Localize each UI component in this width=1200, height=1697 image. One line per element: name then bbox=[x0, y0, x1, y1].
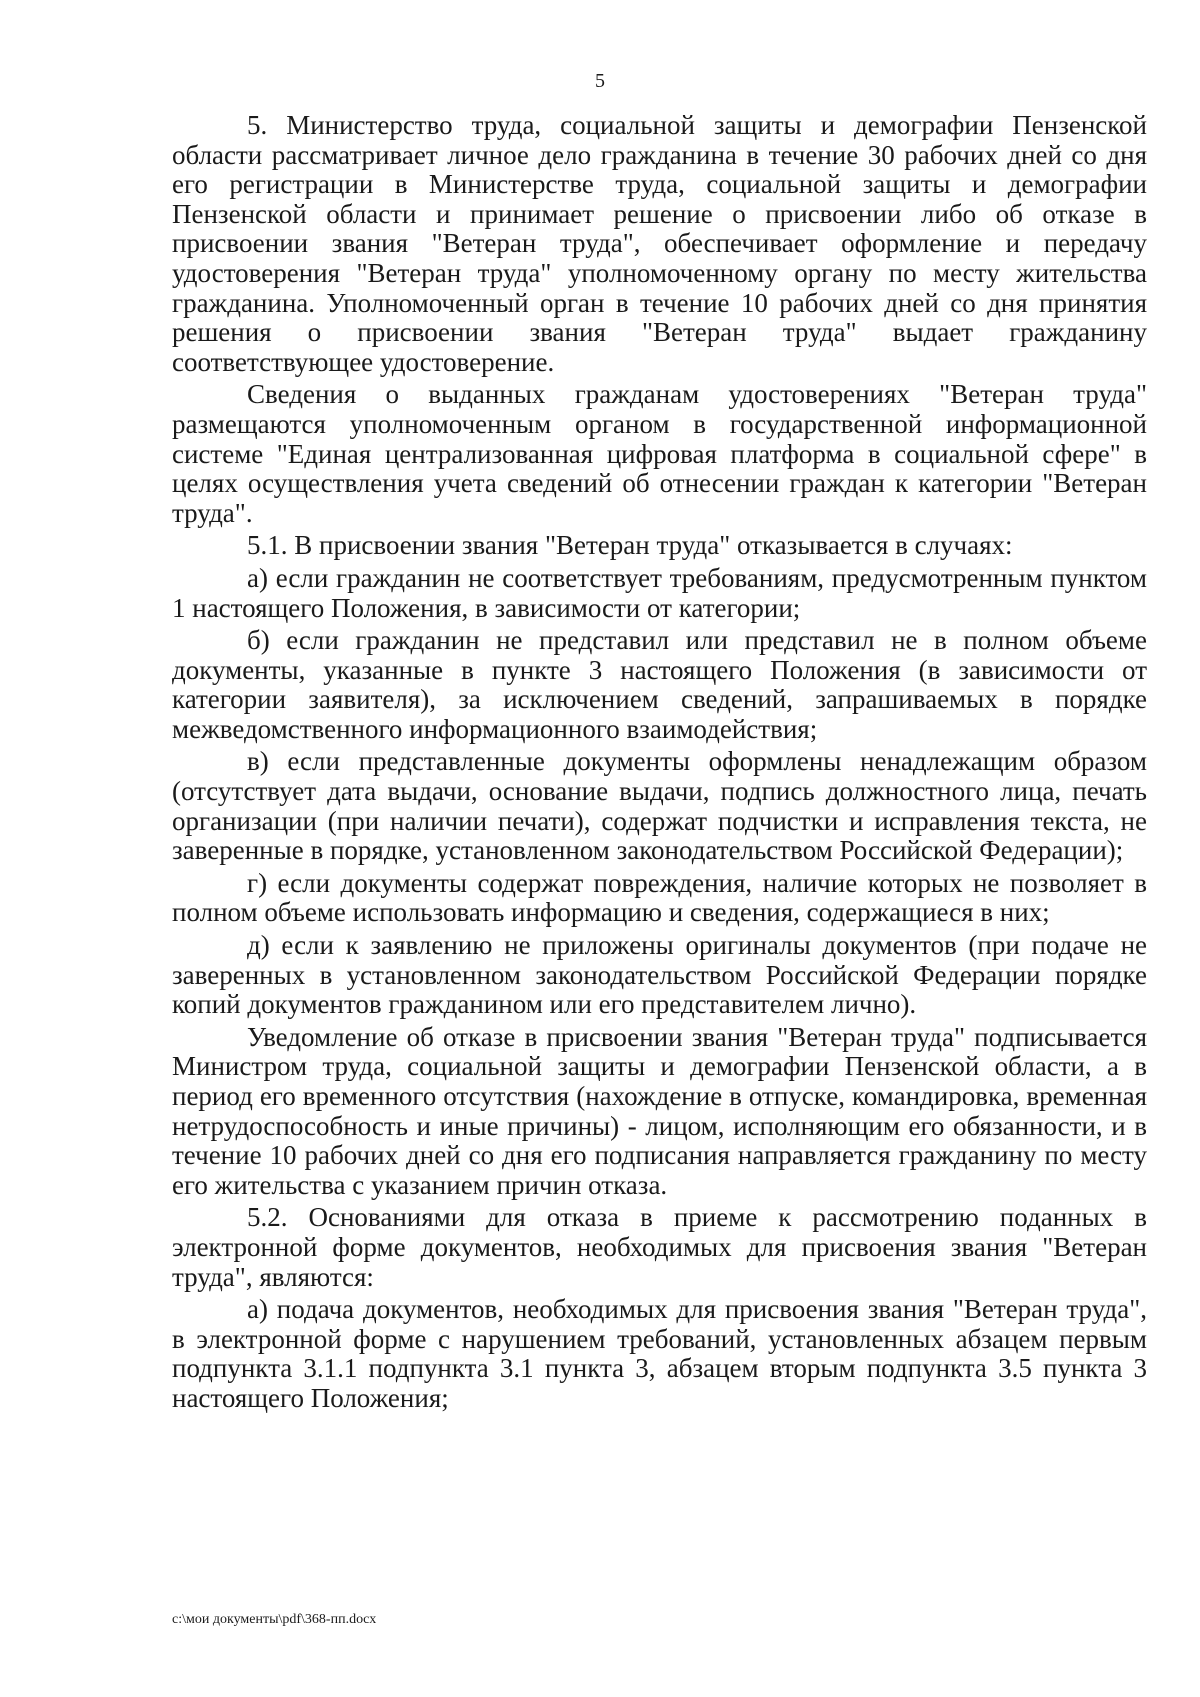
paragraph-5-2: 5.2. Основаниями для отказа в приеме к рассмотрению поданных в электронной форме документов, необходимых для присвоения звания "Ветеран труда", являются: bbox=[172, 1202, 1147, 1292]
paragraph-5-2-a: а) подача документов, необходимых для присвоения звания "Ветеран труда", в электронной форме с нарушением требований, установленных абзацем первым подпункта 3.1.1 подпункта 3.1 пункта 3, абзацем вторым подпункта 3.5 пункта 3 настоящего Положения; bbox=[172, 1294, 1147, 1413]
page-number: 5 bbox=[595, 70, 605, 92]
paragraph-5-1-a: а) если гражданин не соответствует требованиям, предусмотренным пунктом 1 настоящего Положения, в зависимости от категории; bbox=[172, 562, 1147, 623]
paragraph-registry-info: Сведения о выданных гражданам удостоверениях "Ветеран труда" размещаются уполномоченным органом в государственной информационной системе "Единая централизованная цифровая платформа в социальной сфере" в целях осуществления учета сведений об отнесении граждан к категории "Ветеран труда". bbox=[172, 379, 1147, 528]
footer-file-path: c:\мои документы\pdf\368-пп.docx bbox=[172, 1612, 377, 1627]
document-body bbox=[172, 111, 1147, 1417]
paragraph-5-1-v: в) если представленные документы оформлены ненадлежащим образом (отсутствует дата выдачи, основание выдачи, подпись должностного лица, печать организации (при наличии печати), содержат подчистки и исправления текста, не заверенные в порядке, установленном законодательством Российской Федерации); bbox=[172, 746, 1147, 866]
paragraph-5-1-d: д) если к заявлению не приложены оригиналы документов (при подаче не заверенных в установленном законодательством Российской Федерации порядке копий документов гражданином или его представителем лично). bbox=[172, 930, 1147, 1020]
paragraph-5-1-g: г) если документы содержат повреждения, наличие которых не позволяет в полном объеме использовать информацию и сведения, содержащиеся в них; bbox=[172, 867, 1147, 928]
paragraph-5-1: 5.1. В присвоении звания "Ветеран труда" отказывается в случаях: bbox=[247, 530, 1013, 561]
paragraph-refusal-notice: Уведомление об отказе в присвоении звания "Ветеран труда" подписывается Министром труда, социальной защиты и демографии Пензенской области, а в период его временного отсутствия (нахождение в отпуске, командировка, временная нетрудоспособность и иные причины) - лицом, исполняющим его обязанности, и в течение 10 рабочих дней со дня его подписания направляется гражданину по месту его жительства с указанием причин отказа. bbox=[172, 1021, 1147, 1200]
paragraph-5-1-b: б) если гражданин не представил или представил не в полном объеме документы, указанные в пункте 3 настоящего Положения (в зависимости от категории заявителя), за исключением сведений, запрашиваемых в порядке межведомственного информационного взаимодействия; bbox=[172, 625, 1147, 744]
paragraph-5: 5. Министерство труда, социальной защиты и демографии Пензенской области рассматривает личное дело гражданина в течение 30 рабочих дней со дня его регистрации в Министерстве труда, социальной защиты и демографии Пензенской области и принимает решение о присвоении либо об отказе в присвоении звания "Ветеран труда", обеспечивает оформление и передачу удостоверения "Ветеран труда" уполномоченному органу по месту жительства гражданина. Уполномоченный орган в течение 10 рабочих дней со дня принятия решения о присвоении звания "Ветеран труда" выдает гражданину соответствующее удостоверение. bbox=[172, 110, 1147, 377]
